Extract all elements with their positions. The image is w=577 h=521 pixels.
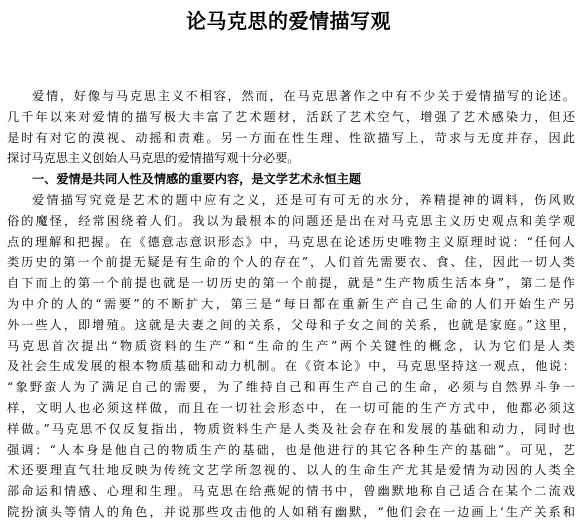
article-title: 论马克思的爱情描写观: [186, 9, 391, 33]
paragraph-line: 自下而上的第一个前提也就是一切历史的第一个前提，就是“生产物质生活本身”，第二是作: [7, 276, 575, 291]
paragraph-line: 部命运和情感、心理和生理。马克思在给燕妮的情书中，曾幽默地称自己适合在某个二流戏: [7, 484, 575, 499]
paragraph-line: 探讨马克思主义创始人马克思的爱情描写观十分必要。: [7, 151, 300, 166]
paragraph-line: 样做。”马克思不仅反复指出，物质资料生产是人类及社会存在和发展的基础和动力，同时也: [7, 421, 575, 436]
paragraph-line: 爱情，好像与马克思主义不相容，然而，在马克思著作之中有不少关于爱情描写的论述。: [32, 89, 575, 103]
paragraph-line: 几千年以来对爱情的描写极大丰富了艺术题材，活跃了艺术空气，增强了艺术感染力，但还: [7, 109, 575, 124]
section-heading: 一、爱情是共同人性及情感的重要内容，是文学艺术永恒主题: [32, 172, 362, 187]
paragraph-line: “象野蛮人为了满足自己的需要，为了维持自己和再生产自己的生命，必须与自然界斗争一: [7, 380, 575, 395]
article-body: [7, 86, 575, 521]
paragraph-line: 样，文明人也必须这样做，而且在一切社会形态中，在一切可能的生产方式中，他都必须这: [7, 400, 575, 415]
paragraph-line: 外一些人，即增殖。这就是夫妻之间的关系，父母和子女之间的关系，也就是家庭。”这里，: [7, 317, 575, 332]
paragraph-line: 俗的魔怪，经常困绕着人们。我以为最根本的问题还是出在对马克思主义历史观点和美学观: [7, 213, 575, 228]
paragraph-line: 马克思首次提出“物质资料的生产”和“生命的生产”两个关键性的概念，认为它们是人类: [7, 338, 575, 353]
paragraph-line: 类历史的第一个前提无疑是有生命的个人的存在”，人们首先需要衣、食、住，因此一切人类: [7, 255, 575, 270]
paragraph-line: 是时有对它的漠视、动摇和责难。另一方面在性生理、性欲描写上，苛求与无度并存，因此: [7, 130, 575, 145]
paragraph-line: 术还要理直气壮地反映为传统文艺学所忽视的、以人的生命生产尤其是爱情为动因的人类全: [7, 463, 575, 478]
paragraph-line: 爱情描写究竟是艺术的题中应有之义，还是可有可无的水分，养精提神的调料，伤风败: [32, 192, 575, 207]
paragraph-line: 院扮演头等情人的角色，并说那些攻击他的人如稍有幽默，“他们会在一边画上‘生产关系和: [7, 504, 575, 519]
paragraph-line: 点的理解和把握。在《德意志意识形态》中，马克思在论述历史唯物主义原理时说：“任何人: [7, 234, 575, 249]
paragraph-line: 及社会生成发展的根本物质基础和动力机制。在《资本论》中，马克思坚持这一观点，他说：: [7, 359, 575, 374]
paragraph-line: 强调：“人本身是他自己的物质生产的基础，也是他进行的其它各种生产的基础”。可见，艺: [7, 442, 575, 457]
paragraph-line: 为中介的人的“需要”的不断扩大，第三是“每日都在重新生产自己生命的人们开始生产另: [7, 296, 575, 311]
